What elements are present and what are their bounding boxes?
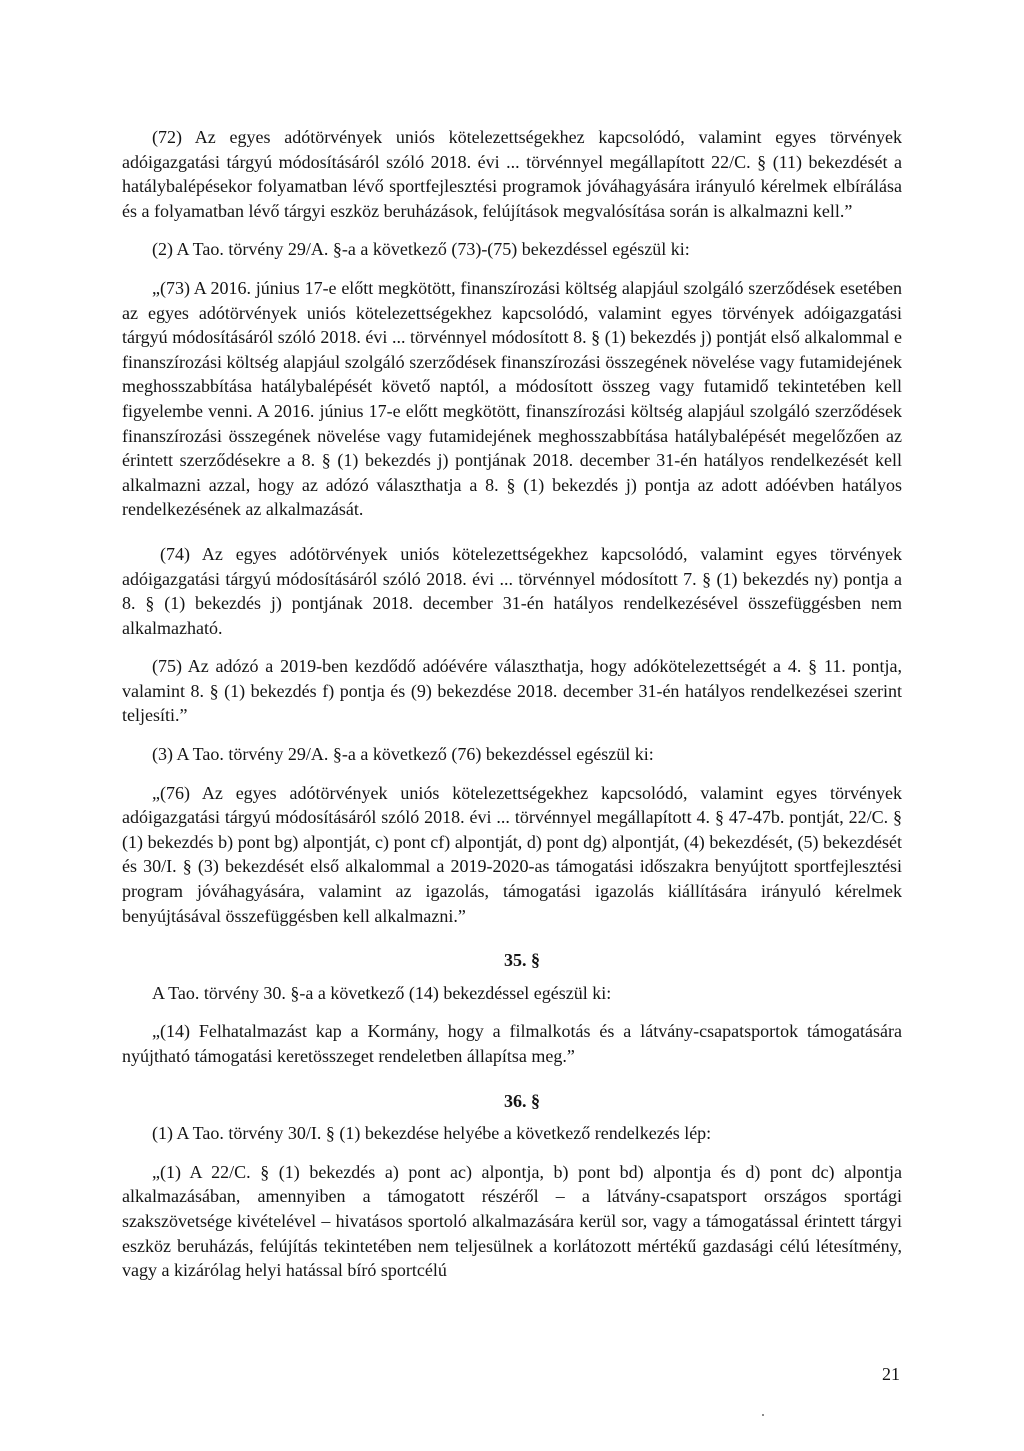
paragraph-30-amendment: A Tao. törvény 30. §-a a következő (14) bekezdéssel egészül ki: (152, 982, 612, 1003)
paragraph-72: (72) Az egyes adótörvények uniós kötelezettségekhez kapcsolódó, valamint egyes törvények adóigazgatási tárgyú módosításáról szóló 2018. évi ... törvénnyel megállapított 22/C. § (11) bekezdését a hatálybalépésekor folyamatban lévő sportfejlesztési programok jóváhagyására irányuló kérelmek elbírálása és a folyamatban lévő tárgyi eszköz beruházások, felújítások megvalósítása során is alkalmazni kell.” (122, 127, 902, 221)
paragraph-74: (74) Az egyes adótörvények uniós kötelezettségekhez kapcsolódó, valamint egyes törvények adóigazgatási tárgyú módosításáról szóló 2018. évi ... törvénnyel módosított 7. § (1) bekezdés ny) pontja a 8. § (1) bekezdés j) pontjának 2018. december 31-én hatályos rendelkezésével összefüggésben nem alkalmazható. (122, 543, 902, 638)
scan-artifact (762, 1414, 764, 1416)
section-heading-36: 36. § (504, 1090, 540, 1111)
paragraph-73: „(73) A 2016. június 17-e előtt megkötött, finanszírozási költség alapjául szolgáló szerződések esetében az egyes adótörvények uniós kötelezettségekhez kapcsolódó, valamint egyes törvények adóigazgatási tárgyú módosításáról szóló 2018. évi ... törvénnyel módosított 8. § (1) bekezdés j) pontját első alkalommal e finanszírozási költség alapjául szolgáló szerződések finanszírozási összegének növelése vagy futamidejének meghosszabbítása hatálybalépését követő naptól, a módosított összeg vagy futamidő tekintetében kell figyelembe venni. A 2016. június 17-e előtt megkötött, finanszírozási költség alapjául szolgáló szerződések finanszírozási összegének növelése vagy futamidejének meghosszabbítása hatálybalépését megelőzően az érintett szerződésekre a 8. § (1) bekezdés j) pontjának 2018. december 31-én hatályos rendelkezését kell alkalmazni azzal, hogy az adózó választhatja a 8. § (1) bekezdés j) pontja az adott adóévben hatályos rendelkezésének az alkalmazását. (122, 277, 902, 520)
paragraph-30i-section-1: (1) A Tao. törvény 30/I. § (1) bekezdése helyébe a következő rendelkezés lép: (152, 1123, 712, 1144)
page-number: 21 (882, 1364, 900, 1384)
paragraph-75: (75) Az adózó a 2019-ben kezdődő adóévére választhatja, hogy adókötelezettségét a 4. § 11. pontja, valamint 8. § (1) bekezdés f) pontja és (9) bekezdése 2018. december 31-én hatályos rendelkezései szerint teljesíti.” (122, 656, 902, 726)
section-heading-35: 35. § (504, 950, 540, 971)
paragraph-76: „(76) Az egyes adótörvények uniós kötelezettségekhez kapcsolódó, valamint egyes törvények adóigazgatási tárgyú módosításáról szóló 2018. évi ... törvénnyel megállapított 4. § 47-47b. pontját, 22/C. § (1) bekezdés b) pont bg) alpontját, c) pont cf) alpontját, d) pont dg) alpontját, (4) bekezdését, (5) bekezdését és 30/I. § (3) bekezdését első alkalommal a 2019-2020-as támogatási időszakra benyújtott sportfejlesztési program jóváhagyására, valamint az igazolás, támogatási igazolás kiállítására irányuló kérelmek benyújtásával összefüggésben kell alkalmazni.” (122, 782, 902, 926)
document-page (122, 125, 902, 1283)
paragraph-30i-1-text: „(1) A 22/C. § (1) bekezdés a) pont ac) alpontja, b) pont bd) alpontja és d) pont dc) alpontja alkalmazásában, amennyiben a támogatott részéről – a látvány-csapatsport országos sportági szakszövetsége kivételével – hivatásos sportoló alkalmazására kerül sor, vagy a támogatással érintett tárgyi eszköz beruházás, felújítás tekintetében nem teljesülnek a korlátozott mértékű gazdasági célú létesítmény, vagy a kizárólag helyi hatással bíró sportcélú (122, 1161, 902, 1281)
paragraph-section-3: (3) A Tao. törvény 29/A. §-a a következő (76) bekezdéssel egészül ki: (152, 744, 654, 765)
paragraph-section-2: (2) A Tao. törvény 29/A. §-a a következő (73)-(75) bekezdéssel egészül ki: (152, 239, 690, 260)
paragraph-14: „(14) Felhatalmazást kap a Kormány, hogy a filmalkotás és a látvány-csapatsportok támogatására nyújtható támogatási keretösszeget rendeletben állapítsa meg.” (122, 1021, 902, 1066)
